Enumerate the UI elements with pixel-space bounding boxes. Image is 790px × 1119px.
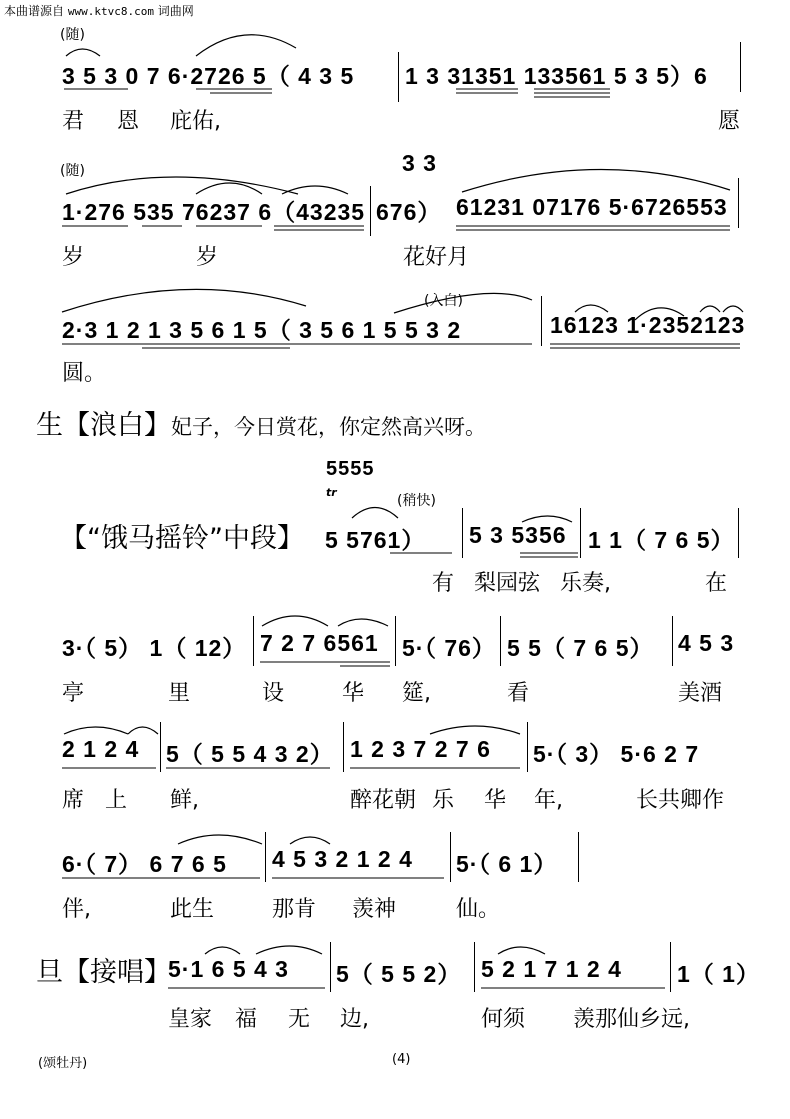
grace-notes: 5555 — [326, 458, 375, 480]
lyric: 乐奏, — [560, 571, 611, 596]
notation-measure: 1 3 31351 133561 5 3 5）6 — [405, 63, 708, 89]
role-dan: 旦 — [36, 957, 63, 988]
lyric: 华 — [484, 788, 507, 813]
lyric: 边, — [340, 1007, 369, 1032]
tempo-mark: (稍快) — [397, 493, 436, 509]
lyric: 伴, — [62, 897, 91, 922]
notation-measure: 7 2 7 6561 — [260, 630, 379, 656]
lyric: 有 — [432, 571, 455, 596]
notation-measure: 5·（ 76） — [402, 635, 496, 661]
lyric: 上 — [105, 788, 128, 813]
trill-mark: tr — [326, 486, 337, 499]
lyric: 亭 — [62, 681, 85, 706]
lyric: 君 — [62, 109, 85, 134]
notation-measure: 3 5 3 0 7 6·2726 5（ 4 3 5 — [62, 63, 355, 89]
lyric: 何须 — [481, 1007, 526, 1032]
source-site: www.ktvc8.com — [67, 5, 154, 18]
lyric: 羡神 — [352, 897, 397, 922]
notation-measure: 2 1 2 4 — [62, 736, 140, 762]
lyric: 此生 — [170, 897, 215, 922]
dialogue-text: 妃子，今日赏花，你定然高兴呀。 — [171, 415, 486, 439]
footer-title: (颂牡丹) — [38, 1056, 88, 1071]
lyric: 长共卿作 — [636, 788, 725, 813]
notation-measure: 6·（ 7） 6 7 6 5 — [62, 851, 227, 877]
lyric: 岁 — [62, 245, 85, 270]
lyric: 无 — [288, 1007, 311, 1032]
lyric: 皇家 — [168, 1007, 213, 1032]
notation-variant: 3 3 — [402, 150, 437, 176]
notation-measure: 5 3 5356 — [469, 522, 567, 548]
notation-measure: 4 5 3 2 1 2 4 — [272, 846, 413, 872]
notation-measure: 1（ 1） — [677, 961, 760, 987]
notation-measure: 3·（ 5） 1（ 12） — [62, 635, 247, 661]
mark-rubai: (入白) — [424, 293, 463, 309]
lyric: 梨园弦 — [474, 571, 541, 596]
notation-measure: 1 1（ 7 6 5） — [588, 527, 735, 553]
notation-measure: 5（ 5 5 4 3 2） — [166, 741, 334, 767]
mark-sui: (随) — [60, 163, 85, 179]
lyric: 设 — [262, 681, 285, 706]
notation-measure: 4 5 3 — [678, 630, 735, 656]
lyric: 醉花朝 — [350, 788, 417, 813]
page-number: (4) — [392, 1052, 411, 1067]
lyric: 美酒 — [678, 681, 723, 706]
lyric: 花好月 — [403, 245, 470, 270]
lyric: 庇佑, — [170, 109, 221, 134]
lyric: 鲜, — [170, 788, 199, 813]
lyric: 里 — [168, 681, 191, 706]
lyric: 筵, — [402, 681, 431, 706]
lyric: 席 — [62, 788, 85, 813]
notation-measure: 1·276 535 76237 6（43235 — [62, 199, 366, 225]
lyric: 岁 — [196, 245, 219, 270]
lyric: 圆。 — [62, 361, 107, 386]
notation-measure: 5 5（ 7 6 5） — [507, 635, 654, 661]
lyric: 愿 — [718, 109, 741, 134]
notation-measure: 5 2 1 7 1 2 4 — [481, 956, 622, 982]
notation-measure: 1 2 3 7 2 7 6 — [350, 736, 491, 762]
lyric: 乐 — [432, 788, 455, 813]
notation-measure: 16123 1·2352123 — [550, 312, 746, 338]
lyric: 福 — [235, 1007, 258, 1032]
notation-measure: 676） — [376, 199, 442, 225]
lyric: 仙。 — [456, 897, 501, 922]
notation-measure: 5·1 6 5 4 3 — [168, 956, 289, 982]
notation-measure: 61231 07176 5·6726553 — [456, 194, 728, 220]
tag-langbai: 【浪白】 — [63, 410, 171, 441]
mark-sui: (随) — [60, 27, 85, 43]
notation-measure: 5·（ 3） 5·6 2 7 — [533, 741, 700, 767]
lyric: 年, — [534, 788, 563, 813]
source-prefix: 本曲谱源自 — [4, 4, 65, 18]
notation-measure: 5 5761） — [325, 527, 426, 553]
lyric: 看 — [507, 681, 530, 706]
notation-measure: 5（ 5 5 2） — [336, 961, 462, 987]
lyric: 羡那仙乡远, — [573, 1007, 690, 1032]
tag-jiechang: 【接唱】 — [63, 957, 171, 988]
source-site-name: 词曲网 — [157, 4, 194, 18]
lyric: 那肯 — [272, 897, 317, 922]
role-sheng: 生 — [36, 410, 63, 441]
section-label: 【“饿马摇铃”中段】 — [60, 523, 304, 554]
lyric: 恩 — [117, 109, 140, 134]
notation-measure: 5·（ 6 1） — [456, 851, 558, 877]
lyric: 华 — [342, 681, 365, 706]
lyric: 在 — [705, 571, 728, 596]
notation-measure: 2·3 1 2 1 3 5 6 1 5（ 3 5 6 1 5 5 3 2 — [62, 317, 462, 343]
